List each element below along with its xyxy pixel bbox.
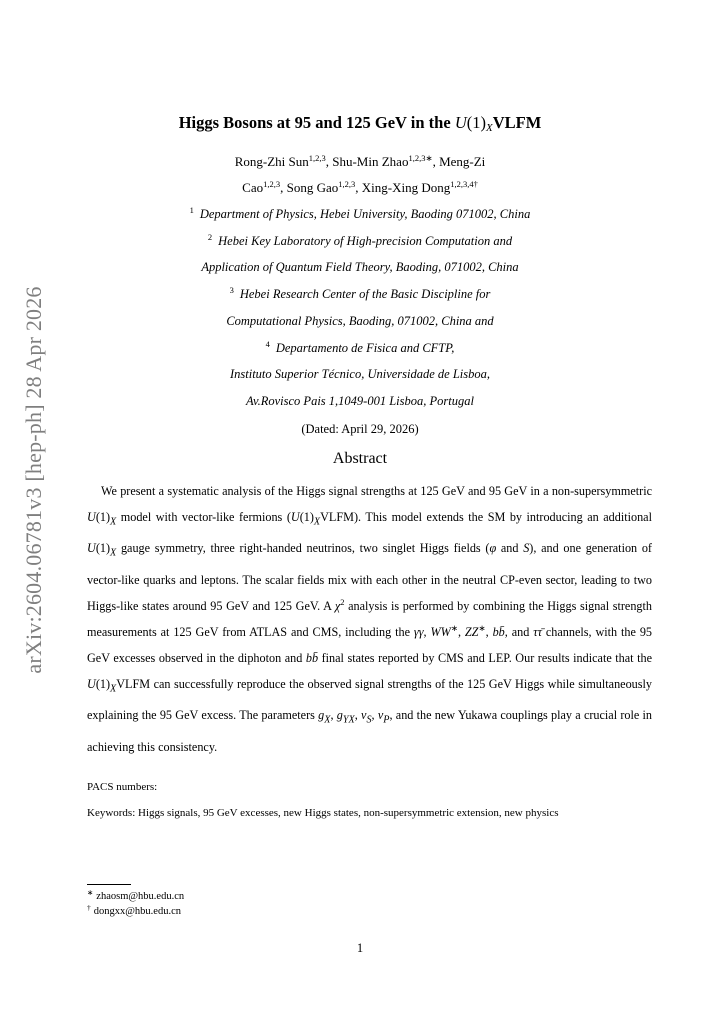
title-math: U <box>454 113 467 132</box>
affiliation-text: Departamento de Fisica and CFTP, <box>275 341 455 355</box>
title-sub: X <box>485 122 493 134</box>
author-name: Rong-Zhi Sun <box>234 154 309 169</box>
affiliation-text: Computational Physics, Baoding, 071002, China and <box>226 314 494 328</box>
affiliation-line <box>0 314 720 329</box>
title-main: Higgs Bosons at 95 and 125 GeV in the <box>178 113 451 132</box>
footnote-email <box>87 903 181 917</box>
affiliation-text: Hebei Research Center of the Basic Discipline for <box>239 287 491 301</box>
footnote-email <box>87 888 185 902</box>
author-name: Xing-Xing Dong <box>361 180 451 195</box>
title-suffix: VLFM <box>492 113 542 132</box>
affiliation-number: 3 <box>229 285 234 295</box>
affiliation-line <box>0 234 720 249</box>
author-affiliation-sup: 1,2,3 <box>338 179 356 189</box>
keywords: Keywords: Higgs signals, 95 GeV excesses, new Higgs states, non-supersymmetric extension, new physics <box>87 807 559 819</box>
title-math-paren: (1) <box>466 113 486 132</box>
abstract-body: We present a systematic analysis of the Higgs signal strengths at 125 GeV and 95 GeV in a non-supersymmetric $U(1)_X$ model with vector-like fermions $(U(1)_XVLFM)$. This model extends the SM by introducing an additional $U(1)_X$ gauge symmetry, three right-handed neutrinos, two singlet Higgs fields (φ and S), and one generation of vector-like quarks and leptons. The scalar fields mix with each other in the neutral CP-even sector, leading to two Higgs-like states around 95 GeV and 125 GeV. A $\chi^2$ analysis is performed by combining the Higgs signal strength measurements at 125 GeV from ATLAS and CMS, including the γγ, WW∗, ZZ∗, bb̄, and ττ̄ channels, with the 95 GeV excesses observed in the diphoton and bb̄ final states reported by CMS and LEP. Our results indicate that the $U(1)_XVLFM$ can successfully reproduce the observed signal strengths of the 125 GeV Higgs while simultaneously explaining the 95 GeV excess. The parameters $g_X$, $g_{YX}$, $v_S$, $v_P$, and the new Yukawa couplings play a crucial role in achieving this consistency. <box>87 484 653 754</box>
affiliation-line <box>0 394 720 409</box>
footnote-mark: ∗ <box>87 888 94 897</box>
author-affiliation-sup: 1,2,3 <box>263 179 281 189</box>
footnote-mark: † <box>87 903 91 912</box>
author-name: Shu-Min Zhao <box>332 154 409 169</box>
affiliation-number: 1 <box>189 205 194 215</box>
dated: (Dated: April 29, 2026) <box>301 422 419 436</box>
footnote-text: zhaosm@hbu.edu.cn <box>96 891 185 902</box>
abstract-heading: Abstract <box>332 450 388 467</box>
footnote-rule <box>87 884 131 885</box>
affiliation-text: Application of Quantum Field Theory, Baoding, 071002, China <box>201 260 519 274</box>
affiliation-line <box>0 207 720 222</box>
page-number: 1 <box>356 941 364 955</box>
author-separator: , <box>280 180 287 195</box>
author-line-2 <box>0 180 720 196</box>
author-name: Song Gao <box>286 180 339 195</box>
arxiv-stamp: arXiv:2604.06781v3 [hep-ph] 28 Apr 2026 <box>21 286 46 674</box>
author-line-1 <box>0 154 720 170</box>
affiliation-line <box>0 341 720 356</box>
author-separator: , <box>355 180 362 195</box>
paper-title <box>0 113 720 134</box>
pacs-numbers: PACS numbers: <box>87 781 158 793</box>
author-affiliation-sup: 1,2,3,4† <box>450 179 478 189</box>
author-separator: , <box>432 154 440 169</box>
affiliation-text: Department of Physics, Hebei University, Baoding 071002, China <box>199 207 531 221</box>
affiliation-line <box>0 367 720 382</box>
author-affiliation-sup: 1,2,3 <box>308 153 326 163</box>
affiliation-text: Av.Rovisco Pais 1,1049-001 Lisboa, Portugal <box>246 394 474 408</box>
author-name: Cao <box>242 180 264 195</box>
affiliation-line <box>0 260 720 275</box>
affiliation-text: Hebei Key Laboratory of High-precision Computation and <box>218 234 513 248</box>
author-name: Meng-Zi <box>439 154 486 169</box>
author-affiliation-sup: 1,2,3∗ <box>408 153 433 163</box>
author-separator: , <box>325 154 333 169</box>
footnote-text: dongxx@hbu.edu.cn <box>93 906 181 917</box>
affiliation-text: Instituto Superior Técnico, Universidade de Lisboa, <box>229 367 491 381</box>
affiliation-line <box>0 287 720 302</box>
affiliation-number: 4 <box>265 339 270 349</box>
affiliation-number: 2 <box>207 232 213 242</box>
